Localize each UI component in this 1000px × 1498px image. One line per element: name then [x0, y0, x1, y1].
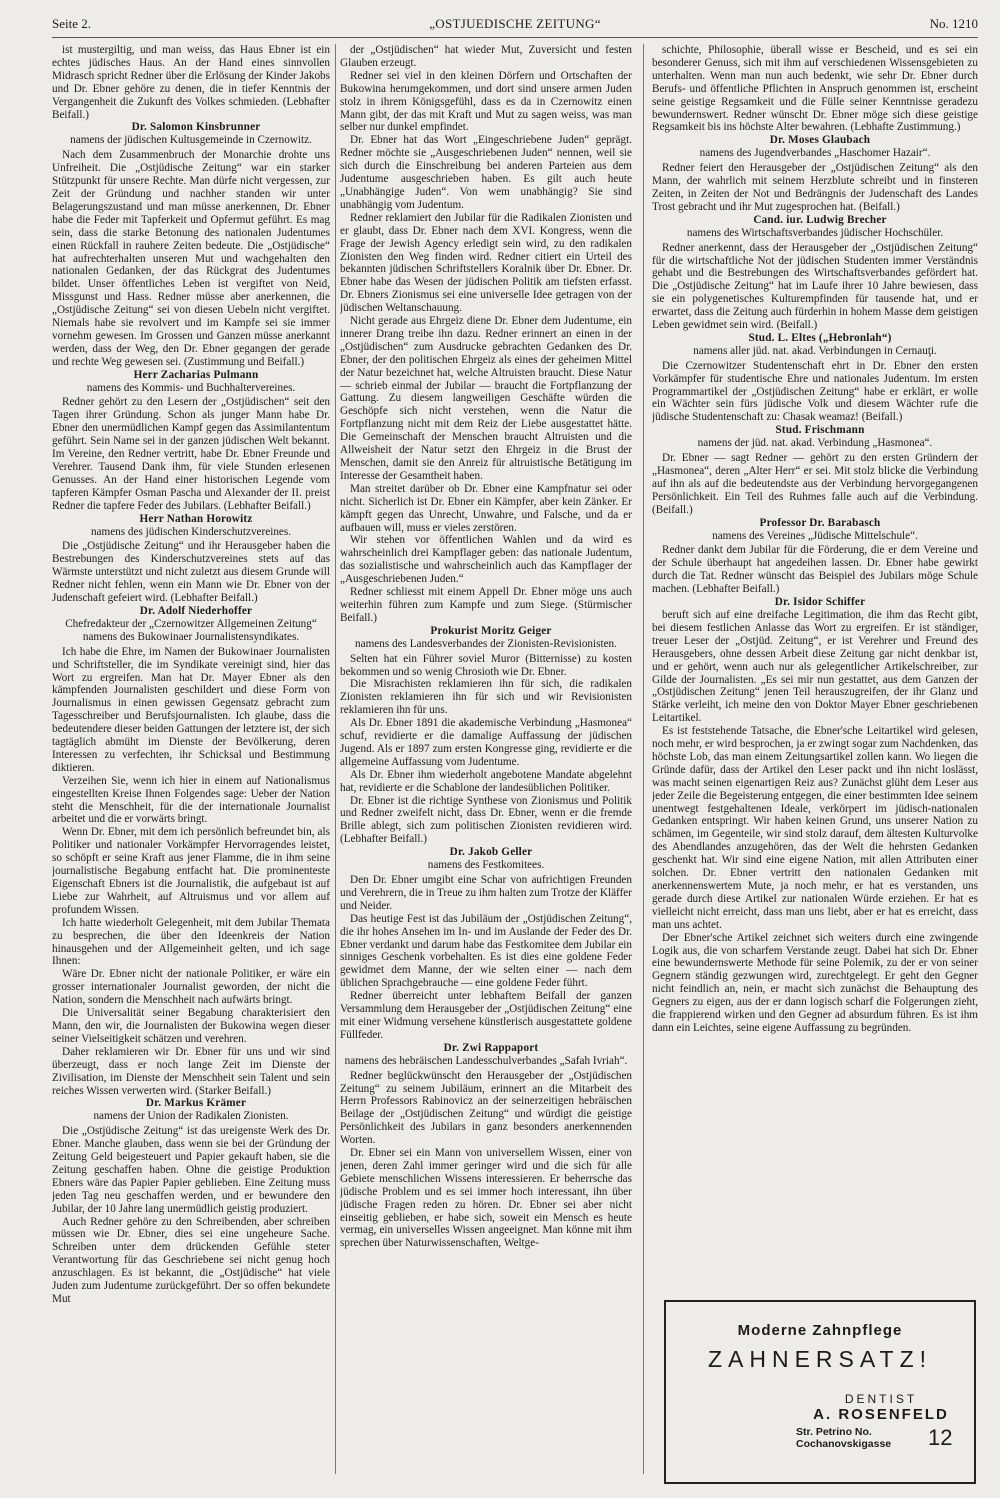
ad-street: Str. Petrino No. — [796, 1426, 872, 1438]
paragraph: Als Dr. Ebner ihm wiederholt angebotene Mandate abgelehnt hat, revidierte er die Schablone der landesüblichen Politiker. — [340, 768, 632, 794]
page-header — [52, 12, 978, 32]
paragraph: Redner feiert den Herausgeber der „Ostjüdischen Zeitung“ als den Mann, der wahrlich mit seinem Herzblute schreibt und in finsteren Zeiten, in Zeiten der Not und Bedrängnis der Judenschaft des Landes Trost gebracht und ihr Mut zugesprochen hat. (Beifall.) — [652, 162, 978, 213]
speaker-affiliation: namens des Kommis- und Buchhaltervereines. — [86, 381, 296, 394]
paragraph: Die „Ostjüdische Zeitung“ und ihr Herausgeber haben die Bestrebungen des Kinderschutzvereines stets auf das Wärmste unterstützt und nicht zuletzt aus diesem Grunde will Redner nicht fehlen, wenn ein Mann wie Dr. Ebner von der Judenschaft gefeiert wird. (Lebhafter Beifall.) — [52, 540, 330, 605]
paragraph: Redner schliesst mit einem Appell Dr. Ebner möge uns auch weiterhin führen zum Kampfe und zum Siege. (Stürmischer Beifall.) — [340, 586, 632, 624]
paragraph: Verzeihen Sie, wenn ich hier in einem auf Nationalismus eingestellten Kreise Ihnen Folgendes sage: Ueber der Nation steht die Menschheit, für die der internationale Journalist arbeitet und die er vorwärts bringt. — [52, 774, 330, 826]
paragraph: Redner reklamiert den Jubilar für die Radikalen Zionisten und er glaubt, dass Dr. Ebner nach dem XVI. Kongress, wenn die Frage der Jewish Agency erledigt sein wird, zu den radikalen Zionisten den Weg finden wird. Redner citiert ein Urteil des bekannten jüdischen Schriftstellers Koralnik über Dr. Ebner. Dr. Ebner habe das Wesen der jüdischen Politik am tiefsten erfasst. Dr. Ebners Zionismus sei eine universelle Idee getragen von der jüdischen Weltanschauung. — [340, 211, 632, 315]
column-3 — [652, 44, 978, 1476]
speaker-affiliation: namens der jüd. nat. akad. Verbindung „Hasmonea“. — [697, 437, 933, 450]
speaker-affiliation: namens des Landesverbandes der Zionisten-Revisionisten. — [355, 637, 617, 650]
paragraph: Es ist feststehende Tatsache, die Ebner'sche Leitartikel wird gelesen, noch mehr, er wird besprochen, ja er zwingt sogar zum Nachdenken, das höchste Lob, das man einem Zeitungsartikel zollen kann. Wo liegen die Gründe dafür, dass der Artikel den Leser packt und ihn nicht loslässt, was macht seinen eigenartigen Reiz aus? Zunächst glüht dem Leser aus jeder Zeile die Begeisterung entgegen, die einer bestimmten Idee seinem unentwegt festgehaltenen Ideale, verkörpert im jüdisch-nationalen Gedanken entspringt. Wir haben keinen Grund, uns unserer Nation zu schämen, im Gegenteile, wir sind stolz darauf, dem ältesten Kulturvolke des Abendlandes anzugehören, das der Welt die hehrsten Gedanken geschenkt hat. Wir sind eine eigene Nation, mit allen Attributen einer solchen. Dr. Ebner vertritt den nationalen Gedanken mit anerkennenswertem Mute, ja noch mehr, er hat es verstanden, uns gerade durch diese Artikel zur nationalen Würde erziehen. Er hat es vielleicht nicht erreicht, dass man uns liebt, aber er hat es erreicht, dass man uns achtet. — [652, 725, 978, 931]
paragraph: beruft sich auf eine dreifache Legitimation, die ihm das Recht gibt, bei diesem festlichen Anlasse das Wort zu ergreifen. Er ist ständiger, treuer Leser der „Ostjüd. Zeitung“, er ist Verehrer und Freund des Herausgebers, ohne dessen Arbeit diese Zeitung gar nicht denkbar ist, und er gehört, wenn auch nur als gelegentlicher Artikelschreiber, zur Gilde der Journalisten. „Es sei mir nun gestattet, aus dem Ganzen der „Ostjüdischen Zeitung“ jenen Teil herauszugreifen, der ihr Glanz und Stärke verleiht, ich meine den von Doktor Mayer Ebner geschriebenen Leitartikel. — [652, 608, 978, 725]
speaker-name: Cand. iur. Ludwig Brecher — [753, 213, 887, 226]
paragraph: Redner überreicht unter lebhaftem Beifall der ganzen Versammlung dem Herausgeber der „Ostjüdischen Zeitung“ eine mit einer Widmung versehene künstlerisch ausgestattete goldene Füllfeder. — [340, 990, 632, 1041]
speaker-name: Dr. Jakob Geller — [449, 846, 533, 859]
column-divider — [335, 44, 336, 1474]
speaker-affiliation: namens aller jüd. nat. akad. Verbindungen in Cernauţi. — [693, 344, 937, 357]
speaker-name: Herr Zacharias Pulmann — [133, 368, 259, 381]
paragraph: der „Ostjüdischen“ hat wieder Mut, Zuversicht und festen Glauben erzeugt. — [340, 44, 632, 69]
speaker-affiliation: namens des Festkomitees. — [427, 859, 545, 872]
paragraph: Redner beglückwünscht den Herausgeber der „Ostjüdischen Zeitung“ zu seinem Jubiläum, erinnert an die Mitarbeit des Herrn Professors Rabinovicz an der seinerzeitigen hebräischen Beilage der „Ostjüdischen Zeitung“ und würdigt die geistige Persönlichkeit des Jubilars in ganz besonders anerkennenden Worten. — [340, 1069, 632, 1147]
speaker-affiliation: Chefredakteur der „Czernowitzer Allgemeinen Zeitung“ namens des Bukowinaer Journalistensyndikates. — [65, 617, 317, 643]
paragraph: Redner gehört zu den Lesern der „Ostjüdischen“ seit den Tagen ihrer Gründung. Schon als junger Mann habe Dr. Ebner den unermüdlichen Kampf gegen das Assimilantentum geführt. Sein Name sei in der ganzen jüdischen Welt bekannt. Im Vereine, den Redner vertritt, habe Dr. Ebner Freunde und Verehrer. Tausend Dank ihm, für viele Stunden erlesenen Genusses. An der Hand einer historischen Legende vom tapferen Kämpfer Osman Pascha und Alexander der II. preist Redner die tapfere Feder des Jubilars. (Lebhafter Beifall.) — [52, 396, 330, 512]
ad-profession: DENTIST — [844, 1392, 918, 1406]
paragraph: Dr. Ebner — sagt Redner — gehört zu den ersten Gründern der „Hasmonea“, deren „Alter Herr“ er sei. Mit stolz blicke die Verbindung auf ihn als auf die bedeutendste aus der Verbindung hervorgegangenen Persönlichkeit. Ein Teil des Ruhmes falle auch auf die Verbindung. (Beifall.) — [652, 452, 978, 516]
header-rule — [52, 37, 978, 38]
paragraph: Auch Redner gehöre zu den Schreibenden, aber schreiben müssen wie Dr. Ebner, dies sei eine ungeheure Sache. Schreiben unter dem drückenden Gefühle steter Verantwortung für das Geschriebene sei nicht genug hoch anzuschlagen. Es ist bekannt, die „Ostjüdische“ hat viele Juden zum Judentume zurückgeführt. Der so offen bekundete Mut — [52, 1215, 330, 1305]
paragraph: Die Czernowitzer Studentenschaft ehrt in Dr. Ebner den ersten Vorkämpfer für studentische Ehre und nationales Judentum. Im ersten Programmartikel der „Ostjüdischen Zeitung“ habe er erklärt, er wolle ein Wächter sein fürs jüdische Volk und diesem Wächter rufe die jüdische Studentenschaft zu: Chasak weamaz! (Beifall.) — [652, 359, 978, 424]
paragraph: Dr. Ebner ist die richtige Synthese von Zionismus und Politik und Redner zweifelt nicht, dass Dr. Ebner, wenn er die fremde Brille ablegt, sich zum politischen Zionisten revidieren wird. (Lebhafter Beifall.) — [340, 794, 632, 846]
speaker-affiliation: namens der Union der Radikalen Zionisten. — [93, 1110, 289, 1123]
speaker-name: Herr Nathan Horowitz — [139, 512, 253, 525]
paragraph: Wir stehen vor öffentlichen Wahlen und da wird es wahrscheinlich drei Kampflager geben: das nationale Judentum, das sozialistische und wahrscheinlich auch das Kampflager der „Ausgeschriebenen Juden.“ — [340, 534, 632, 586]
ad-name: A. ROSENFELD — [813, 1406, 949, 1423]
speaker-name: Dr. Isidor Schiffer — [774, 596, 866, 609]
paragraph: Dr. Ebner hat das Wort „Eingeschriebene Juden“ geprägt. Redner möchte sie „Ausgeschriebenen Juden“ nennen, weil sie sich durch die Einschreibung bei anderen Parteien aus dem Judentume ausgeschrieben haben. Es gilt auch heute „Unabhängige Juden“. Von wem unabhängig? Sie sind unabhängig vom Judentum. — [340, 134, 632, 211]
issue-number: No. 1210 — [929, 16, 978, 31]
speaker-name: Professor Dr. Barabasch — [759, 516, 881, 529]
speaker-affiliation: namens des Jugendverbandes „Haschomer Hazair“. — [699, 147, 931, 160]
column-divider — [643, 44, 644, 1474]
speaker-name: Dr. Adolf Niederhoffer — [139, 604, 253, 617]
ad-headline: Moderne Zahnpflege — [737, 1322, 903, 1339]
paragraph: Daher reklamieren wir Dr. Ebner für uns und wir sind überzeugt, dass er noch lange Zeit im Dienste der Zivilisation, im Dienste der Menschheit sein Talent und sein reiches Wissen verwerten wird. (Starker Beifall.) — [52, 1045, 330, 1097]
paragraph: Den Dr. Ebner umgibt eine Schar von aufrichtigen Freunden und Verehrern, die in Treue zu ihm halten zum Trotze der Kläffer und Neider. — [340, 874, 632, 912]
paragraph: Nicht gerade aus Ehrgeiz diene Dr. Ebner dem Judentume, ein innerer Drang treibe ihn dazu. Redner erinnert an einen in der „Ostjüdischen“ zum Ausdrucke gebrachten Gedanken des Dr. Ebner, der den politischen Ehrgeiz als eines der geheimen Mittel der Natur bezeichnet hat, welche Altruisten braucht. Diese Natur — schrieb einmal der Jubilar — braucht die Fortpflanzung der Gattung. Zu diesem langweiligen Geschäfte würden die Geschöpfe sich nicht verstehen, wenn die Natur die Fortpflanzung nicht mit dem Reiz der Liebe ausgestattet hätte. Die Gemeinschaft der Menschen braucht Altruisten und die Allweisheit der Natur setzt den Ehrgeiz in die Brust der Menschen, damit sie den Anreiz für altruistische Betätigung im Interesse der Gesamtheit haben. — [340, 315, 632, 482]
page-number: Seite 2. — [52, 16, 91, 31]
ad-street-alt: Cochanovskigasse — [796, 1438, 892, 1450]
speaker-affiliation: namens des Vereines „Jüdische Mittelschule“. — [712, 529, 918, 542]
paragraph: ist mustergiltig, und man weiss, das Haus Ebner ist ein echtes jüdisches Haus. An der Hand eines sinnvollen Midrasch spricht Redner über die Erlösung der Kinder Jakobs und Dr. Ebner gehöre zu denen, die in tiefer Kenntnis der Vergangenheit die Zukunft des Volkes schmieden. (Lebhafter Beifall.) — [52, 44, 330, 121]
paragraph: Die Universalität seiner Begabung charakterisiert den Mann, den wir, die Journalisten der Bukowina wegen dieser seiner Vielseitigkeit schätzen und verehren. — [52, 1007, 330, 1045]
paragraph: schichte, Philosophie, überall wisse er Bescheid, und es sei ein besonderer Genuss, sich mit ihm auf verschiedenen Wissensgebieten zu unterhalten. Wenn man nun auch bedenkt, wie sehr Dr. Ebner durch Berufs- und öffentliche Pflichten in Anspruch genommen ist, erscheint seine geistige Regsamkeit und die Fülle seiner Kenntnisse geradezu bewundernswert. Redner wünscht Dr. Ebner möge sich diese geistige Regsamkeit bis ins höchste Alter bewahren. (Lebhafte Zustimmung.) — [652, 44, 978, 134]
paragraph: Redner anerkennt, dass der Herausgeber der „Ostjüdischen Zeitung“ für die wirtschaftliche Not der jüdischen Studenten immer Verständnis gehabt und die Bestrebungen des Wirtschaftsverbandes gefördert hat. Die „Ostjüdische Zeitung“ hat im Laufe ihrer 10 Jahre bewiesen, dass sie ein polygenetisches Kulturempfinden für tausende hat, und er erwartet, dass die Zeitung auch fürderhin in hohem Masse dem geistigen Leben gewidmet sein wird. (Beifall.) — [652, 241, 978, 332]
paragraph: Redner dankt dem Jubilar für die Förderung, die er dem Vereine und der Schule überhaupt hat angedeihen lassen. Dr. Ebner habe gewirkt durch die Tat. Redner wünscht das Beispiel des Jubilars möge Schule machen. (Lebhafter Beifall.) — [652, 544, 978, 596]
ad-title: ZAHNERSATZ! — [707, 1346, 933, 1372]
speaker-name: Dr. Moses Glaubach — [769, 134, 871, 147]
paragraph: Ich habe die Ehre, im Namen der Bukowinaer Journalisten und Schriftsteller, die im Syndikate vereinigt sind, hier das Wort zu ergreifen. Man hat Dr. Mayer Ebner als den kämpfenden Journalisten geschildert und diese Form von Journalismus in einen gewissen Gegensatz gebracht zum Tagesschreiber und Berufsjournalisten. Ich glaube, dass die bedeutendere dieser beiden Gattungen der letztere ist, der sich tagtäglich abmüht im Dienste der Bevölkerung, deren Interessen zu verfechten, ihr Schicksal und Bestimmung diktieren. — [52, 645, 330, 774]
paragraph: Dr. Ebner sei ein Mann von universellem Wissen, einer von jenen, deren Zahl immer geringer wird und die sich für alle Gebiete menschlichen Wissens interessieren. Er beherrsche das jüdische Problem und es sei immer hoch interessant, ihn über jüdische Fragen reden zu hören. Dr. Ebner sei aber nicht einseitig geblieben, er habe sich, soweit ein Mensch es heute vermag, ein universelles Wissen angeeignet. Man könne mit ihm sprechen über Naturwissenschaften, Weltge- — [340, 1147, 632, 1250]
paragraph: Wenn Dr. Ebner, mit dem ich persönlich befreundet bin, als Politiker und nationaler Vorkämpfer Hervorragendes leistet, so schöpft er seine Kraft aus jener Flamme, die in ihm seine journalistische Begabung entfacht hat. Die prominenteste Eigenschaft Ebners ist die Journalistik, die aufgebaut ist auf Liebe zur Wahrheit, auf Altruismus und vor allem auf profundem Wissen. — [52, 826, 330, 916]
paragraph: Man streitet darüber ob Dr. Ebner eine Kampfnatur sei oder nicht. Sicherlich ist Dr. Ebner ein Kämpfer, aber kein Zänker. Er kämpft gegen das Unrecht, Unwahre, und Falsche, und da er aufbauen will, muss er vieles zerstören. — [340, 482, 632, 534]
paragraph: Als Dr. Ebner 1891 die akademische Verbindung „Hasmonea“ schuf, revidierte er die damalige Auffassung der jüdischen Jugend. Als er 1897 zum ersten Kongresse ging, revidierte er die allgemeine Auffassung vom Judentume. — [340, 717, 632, 768]
paragraph: Wäre Dr. Ebner nicht der nationale Politiker, er wäre ein grosser internationaler Journalist geworden, der nicht die Nation, sondern die Menschheit nach aufwärts bringt. — [52, 968, 330, 1007]
speaker-name: Dr. Markus Krämer — [145, 1097, 247, 1110]
column-2 — [340, 44, 632, 1476]
ad-house-number: 12 — [928, 1425, 953, 1450]
paragraph: Die „Ostjüdische Zeitung“ ist das ureigenste Werk des Dr. Ebner. Manche glauben, dass wenn sie bei der Gründung der Zeitung Geld beigesteuert und Papier gekauft haben, sie die Zeitung geschaffen haben. Ohne die geistige Produktion Ebners wäre das Papier Papier geblieben. Eine Zeitung muss jeden Tag neu geschaffen werden, und er bewundere den Jubilar, der 10 Jahre lang unermüdlich geistig produziert. — [52, 1125, 330, 1215]
paragraph: Das heutige Fest ist das Jubiläum der „Ostjüdischen Zeitung“, die ihr hohes Ansehen im In- und im Auslande der Feder des Dr. Ebner verdankt und darum habe das Festkomitee dem Jubilar ein sinniges Geschenk vorbehalten. Es ist dies eine goldene Feder gewidmet dem Manne, der wie selten einer — nach dem üblichen Sprachgebrauche — eine goldene Feder führt. — [340, 912, 632, 990]
speaker-affiliation: namens des hebräischen Landesschulverbandes „Safah Ivriah“. — [344, 1054, 628, 1067]
paragraph: Der Ebner'sche Artikel zeichnet sich weiters durch eine zwingende Logik aus, die von scharfem Verstande zeugt. Dabei hat sich Dr. Ebner eine bewundernswerte Methode für seine Polemik, zu der er von seiner Gegnern ständig gezwungen wird, zurechtgelegt. Er geht den Gegner nicht feindlich an, nein, er macht sich zunächst die Behauptung des Gegners zu eigen, aus der er dann logisch scharf die Folgerungen zieht, die frappierend wirken und den Gegner ad absurdum führen. Es ist ihm dann ein Leichtes, seine eigene Auffassung zu begründen. — [652, 931, 978, 1034]
paragraph: Ich hatte wiederholt Gelegenheit, mit dem Jubilar Themata zu besprechen, die über den Ideenkreis der Nation hinausgehen und der Allgemeinheit gelten, und ich sage Ihnen: — [52, 916, 330, 968]
speaker-affiliation: namens der jüdischen Kultusgemeinde in Czernowitz. — [70, 134, 312, 147]
dentist-advertisement — [664, 1300, 976, 1484]
paragraph: Selten hat ein Führer soviel Muror (Bitternisse) zu kosten bekommen und so wenig Chrosioth wie Dr. Ebner. — [340, 652, 632, 678]
newspaper-title: „OSTJUEDISCHE ZEITUNG“ — [429, 16, 601, 31]
paragraph: Die Misrachisten reklamieren ihn für sich, die radikalen Zionisten reklamieren ihn für sich und wir Revisionisten reklamieren ihn für uns. — [340, 678, 632, 717]
speaker-name: Stud. L. Eltes („Hebronlah“) — [748, 331, 892, 344]
speaker-affiliation: namens des Wirtschaftsverbandes jüdischer Hochschüler. — [686, 226, 944, 239]
speaker-name: Stud. Frischmann — [775, 424, 865, 437]
speaker-name: Dr. Zwi Rappaport — [443, 1041, 539, 1054]
speaker-name: Dr. Salomon Kinsbrunner — [131, 121, 261, 134]
paragraph: Nach dem Zusammenbruch der Monarchie drohte uns Unfreiheit. Die „Ostjüdische Zeitung“ war ein starker Stützpunkt für unsere Rechte. Man dürfe nicht vergessen, zur Zeit der Gründung und nachher standen wir unter Belagerungszustand und man müsse anerkennen, Dr. Ebner habe die Feder mit Tapferkeit und Opfermut geführt. Es mag sein, dass die starke Betonung des nationalen Judentumes einen Rückfall in rauhere Zeiten bedeute. Die „Ostjüdische“ hat aufrechterhalten unseren Mut und wachgehalten den nationalen Gedanken, der das Rückgrat des Judentumes bildet. Unser öffentliches Leben ist vergiftet von Neid, Missgunst und Hass. Redner müsse aber anerkennen, die „Ostjüdische Zeitung“ sei von diesen Uebeln nicht vergiftet. Niemals habe sie revolvert und im Kampfe sei sie immer vornehm gewesen. Im Grossen und Ganzen müsse anerkannt werden, dass der Weg, den Dr. Ebner gegangen der gerade und rechte Weg gewesen sei. (Zustimmung und Beifall.) — [52, 149, 330, 368]
speaker-affiliation: namens des jüdischen Kinderschutzvereines. — [90, 525, 292, 538]
paragraph: Redner sei viel in den kleinen Dörfern und Ortschaften der Bukowina herumgekommen, und dort sind unsere armen Juden stolz in ihrem Königsgefühl, dass es da in Czernowitz einen Mann gibt, der das mit Kraft und Mut zu sagen weiss, was man selber nur dunkel empfindet. — [340, 69, 632, 134]
column-1 — [52, 44, 330, 1476]
speaker-name: Prokurist Moritz Geiger — [430, 624, 552, 637]
